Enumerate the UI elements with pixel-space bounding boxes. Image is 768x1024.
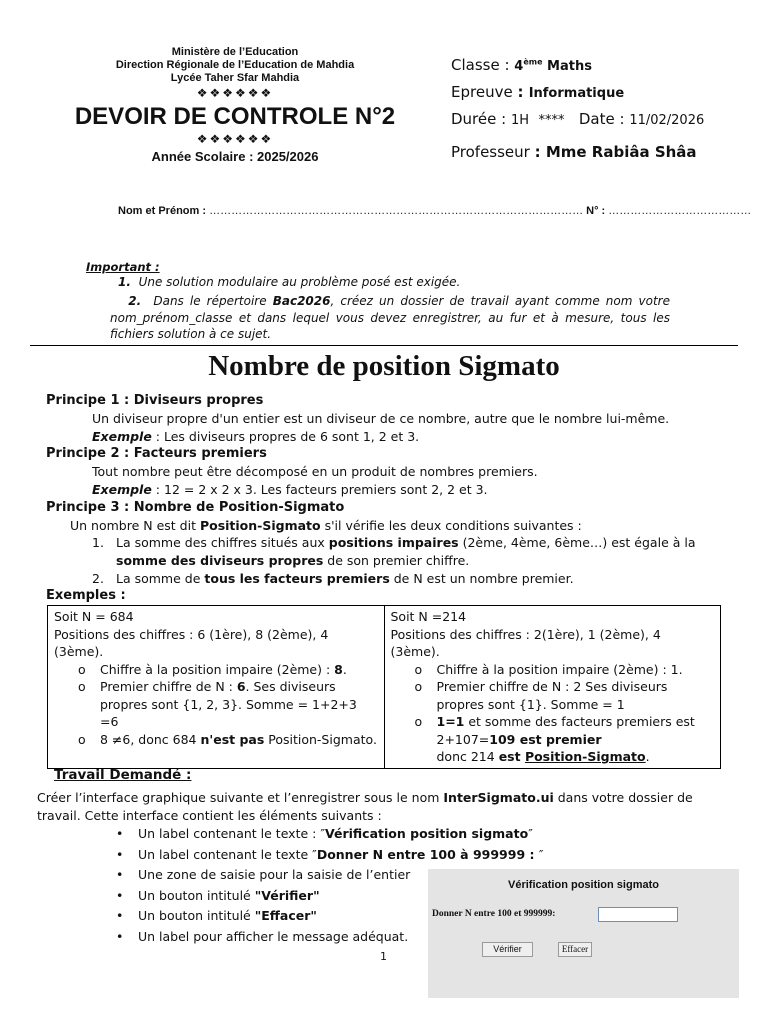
professeur-value: Mme Rabiâa Shâa (545, 143, 697, 159)
list-item-4-bold: "Vérifier" (254, 887, 320, 903)
principe-3-text-b: s'il vérifie les deux conditions suivantes : (320, 517, 582, 533)
exemple-left-s3-bold: n'est pas (200, 731, 265, 747)
direction: Direction Régionale de l’Education de Mahdia (115, 59, 355, 71)
exemple-left-s2-bold: 6 (236, 679, 246, 694)
exemple-right-s3-underline: Position-Sigmato (524, 749, 646, 764)
principe-1-example-label: Exemple (92, 428, 152, 444)
mockup-title-label: Vérification position sigmato (508, 879, 659, 891)
principe-3-bold: Position-Sigmato (199, 517, 321, 533)
nom-label: Nom et Prénom : (118, 205, 210, 217)
principe-2-example (46, 481, 726, 499)
exemples-label: Exemples : (46, 588, 126, 603)
important-item-2 (110, 293, 670, 343)
exemples-table (47, 605, 721, 769)
epreuve-row (451, 83, 751, 110)
exemple-right-l1: Soit N =214 (390, 609, 467, 624)
exemple-right-s3-bold2: 109 est premier (489, 731, 602, 747)
important-title: Important : (86, 260, 160, 274)
list-item-1-bold: Vérification position sigmato (325, 826, 529, 841)
classe-num: 4 (514, 59, 524, 74)
bullet-icon: • (116, 867, 124, 882)
condition-1-bold1: positions impaires (328, 535, 459, 551)
mockup-number-input[interactable] (598, 907, 678, 922)
numero-label: N° : (583, 205, 609, 217)
header-info (451, 56, 751, 159)
professeur-row (451, 137, 751, 159)
document-title: Nombre de position Sigmato (208, 350, 560, 382)
important-item-1 (118, 275, 460, 289)
nom-prenom-line (118, 205, 751, 217)
exemple-left-s2 (54, 678, 378, 731)
duree-row (451, 110, 751, 137)
important-item-2-text-b: , créez un dossier de travail ayant comme nom votre nom_prénom_classe et dans lequel vous devez enregistrer, au fur et à mesure, tous les fichiers solution à ce sujet. (110, 294, 670, 341)
principe-1-example (46, 428, 726, 446)
principe-2-example-label: Exemple (92, 481, 152, 497)
principes-section (46, 392, 726, 588)
important-item-2-num: 2. (128, 294, 142, 308)
list-item (116, 886, 426, 907)
stars: **** (538, 113, 565, 128)
list-item (116, 927, 426, 948)
exemple-left-s1-bold: 8 (334, 661, 343, 677)
epreuve-value: Informatique (528, 86, 625, 101)
verifier-button[interactable]: Vérifier (482, 942, 533, 957)
principe-3-text-a: Un nombre N est dit (70, 517, 200, 533)
principe-2-example-text: : 12 = 2 x 2 x 3. Les facteurs premiers sont 2, 2 et 3. (151, 481, 488, 497)
bullet-icon: • (116, 846, 124, 862)
list-item-4-a: Un bouton intitulé (138, 887, 255, 903)
bullet-o: o (78, 661, 86, 677)
exemple-left-l1: Soit N = 684 (54, 609, 134, 624)
professeur-label: Professeur (451, 143, 535, 159)
classe-rest: Maths (542, 59, 592, 74)
exemple-right-s2-text: Premier chiffre de N : 2 Ses diviseurs propres sont {1}. Somme = 1 (436, 679, 668, 712)
condition-1 (92, 534, 726, 570)
bullet-o: o (78, 679, 86, 694)
bullet-o: o (414, 714, 423, 729)
principe-3-heading: Principe 3 : Nombre de Position-Sigmato (46, 499, 345, 515)
date-label: Date : (578, 110, 630, 128)
classe-row (451, 56, 751, 83)
exemple-left-s1-a: Chiffre à la position impaire (2ème) : (100, 661, 335, 677)
epreuve-sep: : (517, 83, 529, 101)
list-item-5-bold: "Effacer" (254, 908, 317, 923)
condition-2-bold: tous les facteurs premiers (204, 570, 390, 586)
exemple-right-s1 (391, 661, 715, 679)
exemple-right-s3-bold1: 1=1 (436, 714, 465, 729)
effacer-button[interactable]: Effacer (558, 942, 592, 957)
principe-1-heading: Principe 1 : Diviseurs propres (46, 393, 264, 408)
exemple-left-s3 (54, 731, 378, 749)
exemple-left-s1-b: . (342, 661, 347, 677)
bullet-icon: • (116, 908, 124, 923)
principe-1-example-text: : Les diviseurs propres de 6 sont 1, 2 et 3. (151, 428, 420, 444)
table-row (48, 606, 721, 769)
list-item-1-b: ″ (528, 826, 533, 841)
list-item-2-a: Un label contenant le texte ″ (138, 846, 317, 862)
list-item-2-bold: Donner N entre 100 à 999999 : (316, 846, 539, 862)
page-number: 1 (380, 950, 387, 963)
diamond-ornament-2: ❖❖❖❖❖❖ (196, 132, 274, 146)
list-item (116, 824, 533, 845)
travail-intro-bold: InterSigmato.ui (443, 790, 554, 805)
exemple-left-l2: Positions des chiffres : 6 (1ère), 8 (2ème), 4 (3ème). (54, 626, 329, 659)
gui-mockup (428, 869, 739, 998)
bullet-icon: • (116, 826, 124, 841)
exemple-right-s3-c: . (645, 749, 650, 764)
list-item (116, 865, 426, 886)
exemple-right-s3-a: et somme des facteurs premiers est 2+107= (436, 714, 695, 747)
exemple-left-s3-a: 8 ≠6, donc 684 (100, 731, 201, 747)
list-item-2-b: ″ (538, 846, 544, 862)
principe-2-text: Tout nombre peut être décomposé en un produit de nombres premiers. (92, 464, 538, 480)
date-value: 11/02/2026 (629, 113, 705, 128)
exemple-left-s3-b: Position-Sigmato. (264, 731, 377, 747)
exemple-right-s3-bold3: est (498, 749, 525, 764)
condition-1-c: de son premier chiffre. (323, 553, 470, 569)
numero-dots[interactable]: ………………………………… (608, 205, 752, 217)
bullet-icon: • (116, 928, 124, 944)
important-item-2-bold: Bac2026 (272, 294, 331, 308)
list-item-1-a: Un label contenant le texte : ″ (138, 826, 325, 841)
condition-1-bold2: somme des diviseurs propres (116, 553, 324, 569)
important-item-1-num: 1. (118, 275, 131, 289)
exemple-left-s2-b: . Ses diviseurs propres sont {1, 2, 3}. Somme = 1+2+3 =6 (100, 679, 357, 729)
condition-1-num: 1. (92, 535, 104, 551)
duree-label: Durée : (451, 110, 511, 128)
condition-2-num: 2. (92, 570, 104, 586)
lycee: Lycée Taher Sfar Mahdia (170, 72, 300, 84)
exemple-right-s3 (391, 713, 715, 766)
exemple-left-cell (48, 606, 385, 769)
principe-2-heading: Principe 2 : Facteurs premiers (46, 446, 267, 462)
condition-1-b: (2ème, 4ème, 6ème…) est égale à la (458, 535, 696, 551)
bullet-o: o (78, 731, 86, 747)
important-item-2-text-a: Dans le répertoire (153, 294, 273, 308)
bullet-o: o (414, 661, 423, 677)
travail-title: Travail Demandé : (54, 767, 192, 783)
devoir-title: DEVOIR DE CONTROLE N°2 (74, 103, 396, 130)
principe-3-text (46, 517, 726, 535)
condition-2-a: La somme de (116, 570, 205, 586)
exemple-right-s1-text: Chiffre à la position impaire (2ème) : 1. (436, 661, 683, 677)
classe-label: Classe : (451, 56, 515, 74)
list-item-5-a: Un bouton intitulé (138, 908, 255, 923)
nom-dots[interactable]: ………………………………………………………………………………………… (209, 205, 584, 217)
classe-value (514, 59, 592, 74)
ministere: Ministère de l’Education (171, 46, 299, 58)
important-section (86, 260, 160, 274)
diamond-ornament: ❖❖❖❖❖❖ (196, 86, 274, 100)
mockup-input-label: Donner N entre 100 et 999999: (432, 909, 556, 919)
condition-2 (92, 570, 726, 588)
bullet-o: o (414, 679, 423, 694)
exemple-left-s2-a: Premier chiffre de N : (100, 679, 237, 694)
epreuve-label: Epreuve (451, 83, 518, 101)
header-institution (40, 46, 430, 164)
exemple-right-l2: Positions des chiffres : 2(1ère), 1 (2ème), 4 (3ème). (390, 626, 661, 659)
travail-intro-a: Créer l’interface graphique suivante et l’enregistrer sous le nom (37, 790, 444, 805)
professeur-sep: : (534, 143, 546, 159)
exemple-right-s2 (391, 678, 715, 713)
list-item-6-text: Un label pour afficher le message adéquat. (138, 928, 409, 944)
annee-scolaire: Année Scolaire : 2025/2026 (151, 149, 319, 164)
conditions-list (46, 534, 726, 587)
list-item (116, 845, 544, 866)
separator-line (30, 345, 738, 346)
classe-sup: ème (523, 57, 543, 67)
travail-intro (37, 789, 697, 824)
exemple-right-cell (384, 606, 721, 769)
important-item-1-text: Une solution modulaire au problème posé est exigée. (138, 275, 461, 289)
condition-2-b: de N est un nombre premier. (389, 570, 574, 586)
bullet-icon: • (116, 887, 124, 903)
duree-value: 1H (510, 113, 529, 128)
condition-1-a: La somme des chiffres situés aux (116, 535, 329, 551)
list-item (116, 906, 426, 927)
list-item-3-text: Une zone de saisie pour la saisie de l’entier (138, 867, 411, 882)
travail-intro-b: dans votre dossier de travail. Cette interface contient les éléments suivants : (37, 790, 693, 823)
exemple-right-s3-b: donc 214 (436, 749, 499, 764)
principe-1-text: Un diviseur propre d'un entier est un diviseur de ce nombre, autre que le nombre lui-même. (92, 410, 670, 426)
exemple-left-s1 (54, 661, 378, 679)
